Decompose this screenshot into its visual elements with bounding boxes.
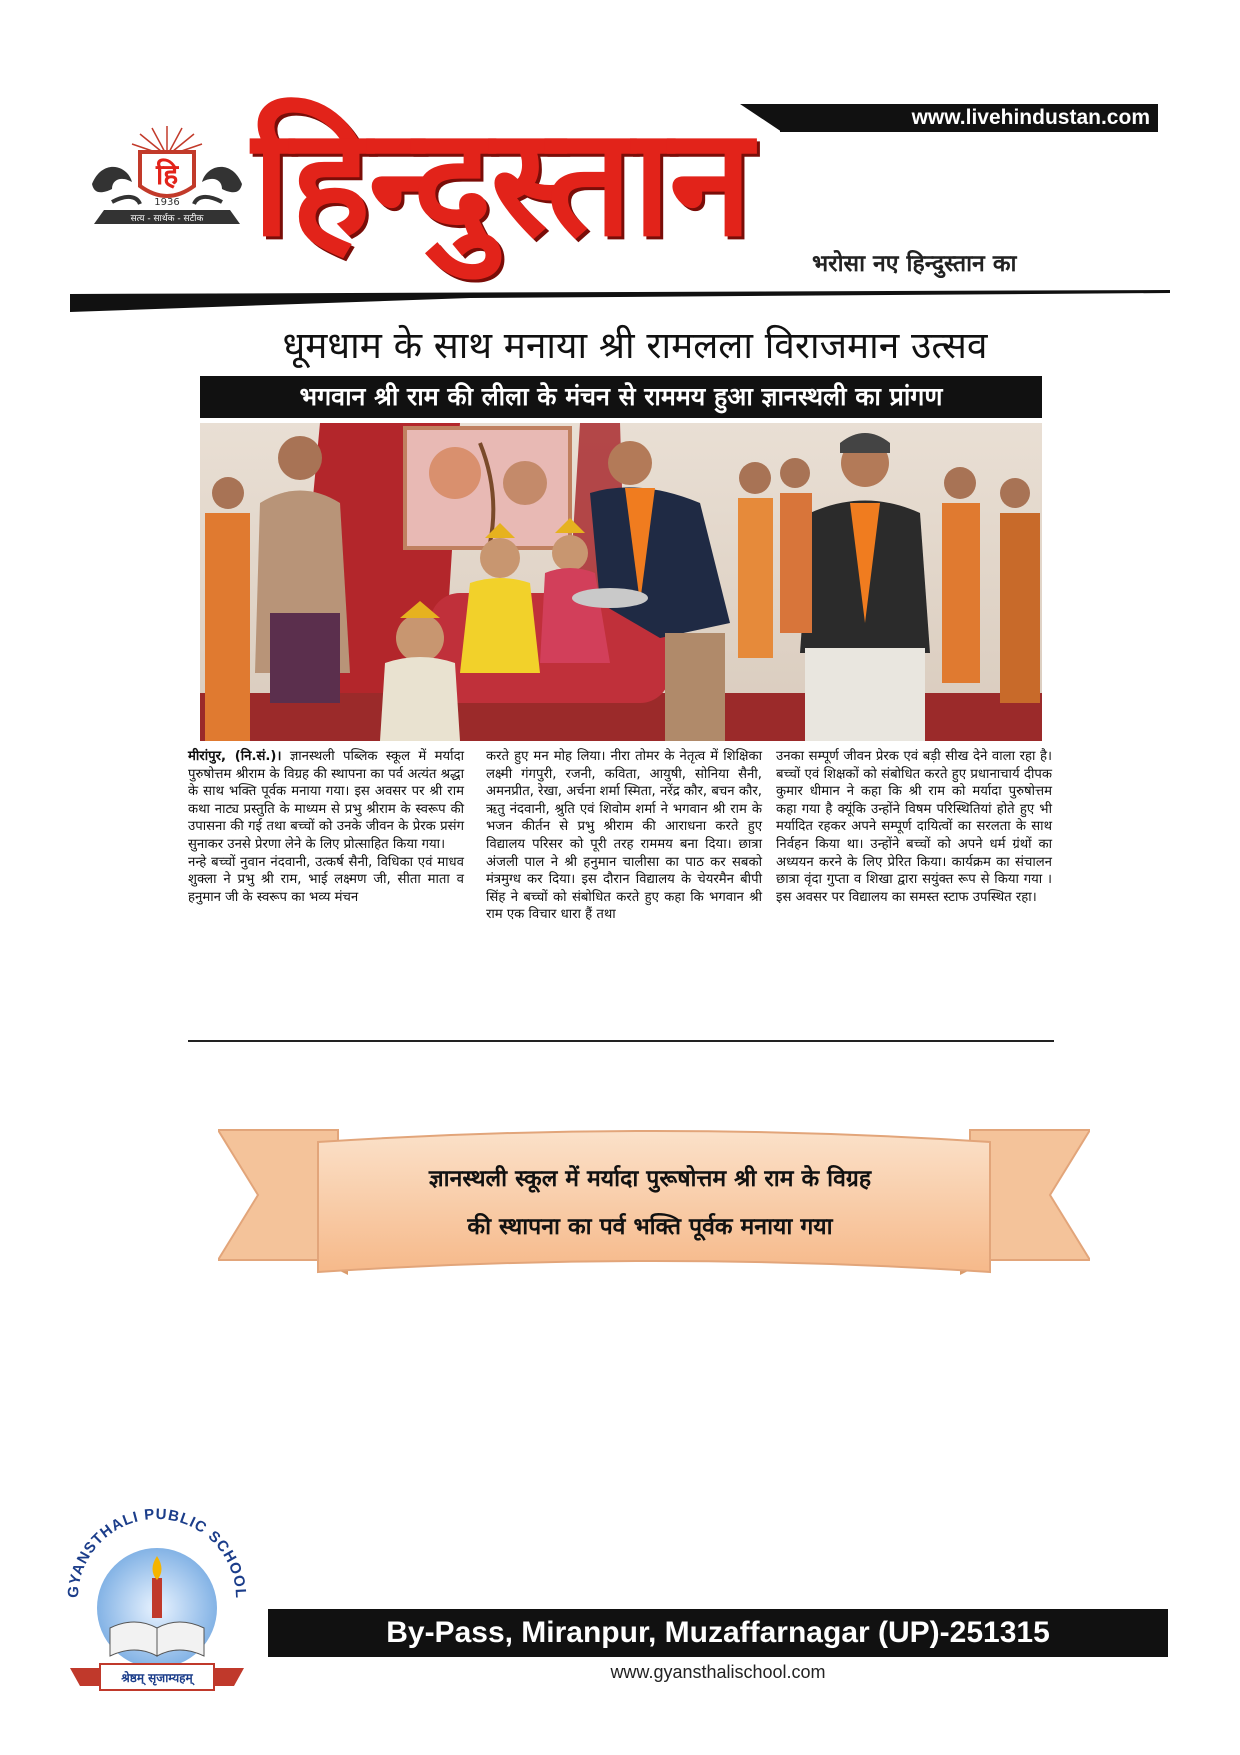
school-website[interactable]: www.gyansthalischool.com	[610, 1662, 826, 1682]
article-column-2	[486, 748, 762, 924]
website-bar	[780, 104, 1158, 132]
logo-motto: सत्य - सार्थक - सटीक	[130, 214, 204, 224]
column-3-paragraph: उनका सम्पूर्ण जीवन प्रेरक एवं बड़ी सीख देने वाला रहा है। बच्चों एवं शिक्षकों को संबोधित करते हुए प्रधानाचार्य दीपक कुमार धीमान ने कहा कि श्री राम को मर्यादा पुरुषोत्तम कहा गया है क्यूंकि उन्होंने विषम परिस्थितियां होते हुए भी मर्यादित रहकर अपने सम्पूर्ण दायित्वों का सरलता के साथ निर्वहन किया था। उन्होंने बच्चों को अपने धर्म ग्रंथों का अध्ययन करने के लिए प्रेरित किया। कार्यक्रम का संचालन छात्रा वृंदा गुप्ता व शिखा द्वारा सयुंक्त रूप से किया गया । इस अवसर पर विद्यालय का समस्त स्टाफ उपस्थित रहा।	[776, 749, 1052, 905]
ribbon-caption	[340, 1155, 960, 1251]
column-2-paragraph: करते हुए मन मोह लिया। नीरा तोमर के नेतृत्व में शिक्षिका लक्ष्मी गंगपुरी, रजनी, कविता, आयुषी, सोनिया सैनी, अमनप्रीत, रेखा, अर्चना शर्मा स्मिता, नरेंद्र कौर, बचन कौर, ऋतु नंदवानी, श्रुति एवं शिवोम शर्मा ने भगवान श्री राम के भजन कीर्तन से प्रभु श्रीराम की आराधना करते हुए विद्यालय परिसर को पूरी तरह राममय बना दिया। छात्रा अंजली पाल ने श्री हनुमान चालीसा का पाठ कर सबको मंत्रमुग्ध कर दिया। इस दौरान विद्यालय के चेयरमैन बीपी सिंह ने बच्चों को संबोधित करते हुए कहा कि भगवान श्री राम एक विचार धारा हैं तथा	[486, 749, 762, 923]
hindustan-logo	[82, 124, 252, 244]
school-motto: श्रेष्ठम् सृजाम्यहम्	[121, 1671, 193, 1685]
school-name: GYANSTHALI PUBLIC SCHOOL	[64, 1505, 250, 1600]
logo-year: 1936	[154, 197, 180, 208]
article-bottom-rule	[188, 1040, 1054, 1042]
article-column-3	[776, 748, 1052, 906]
school-address: By-Pass, Miranpur, Muzaffarnagar (UP)-251315	[386, 1616, 1050, 1649]
masthead-rule	[70, 290, 1170, 312]
ribbon-line-2: की स्थापना का पर्व भक्ति पूर्वक मनाया गया	[467, 1214, 833, 1240]
newspaper-title: हिन्दुस्तान	[252, 96, 751, 270]
column-1-paragraph-2: नन्हे बच्चों नुवान नंदवानी, उत्कर्ष सैनी, विधिका एवं माधव शुक्ला ने प्रभु श्री राम, भाई लक्ष्मण जी, सीता माता व हनुमान जी के स्वरूप का भव्य मंचन	[188, 854, 464, 905]
article-dateline: मीरांपुर, (नि.सं.)।	[188, 749, 282, 764]
ribbon-line-1: ज्ञानस्थली स्कूल में मर्यादा पुरूषोत्तम श्री राम के विग्रह	[428, 1166, 872, 1192]
article-subheadline: भगवान श्री राम की लीला के मंचन से राममय हुआ ज्ञानस्थली का प्रांगण	[200, 376, 1042, 418]
article-headline: धूमधाम के साथ मनाया श्री रामलला विराजमान उत्सव	[282, 324, 988, 367]
newspaper-tagline: भरोसा नए हिन्दुस्तान का	[812, 251, 1017, 277]
logo-letter: हि	[155, 158, 179, 191]
column-1-paragraph-1: ज्ञानस्थली पब्लिक स्कूल में मर्यादा पुरुषोत्तम श्रीराम के विग्रह की स्थापना का पर्व अत्यंत श्रद्धा के साथ भक्ति पूर्वक मनाया गया। इस अवसर पर श्री राम कथा नाट्य प्रस्तुति के माध्यम से प्रभु श्रीराम के स्वरूप की उपासना की गई तथा बच्चों को उनके जीवन के प्रेरक प्रसंग सुनाकर उनसे प्रेरणा लेने के लिए प्रोत्साहित किया गया।	[188, 749, 464, 852]
website-text: www.livehindustan.com	[911, 106, 1150, 129]
school-address-bar	[268, 1609, 1168, 1657]
school-logo	[50, 1488, 260, 1698]
article-column-1	[188, 748, 464, 906]
event-photo	[200, 423, 1042, 741]
